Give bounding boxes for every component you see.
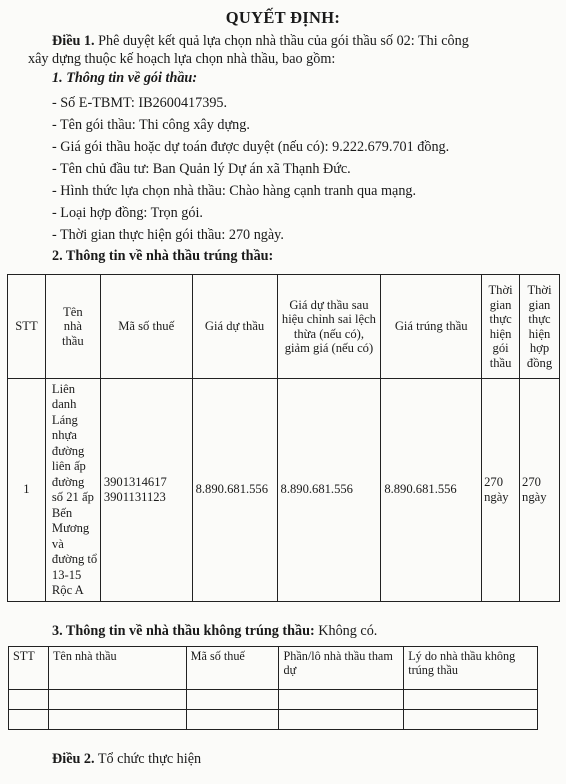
section-3-line <box>52 623 377 640</box>
header-contract-time: Thời gian thực hiện hợp đồng <box>520 275 560 379</box>
section-2-heading: 2. Thông tin về nhà thầu trúng thầu: <box>52 248 274 264</box>
section-3-value: Không có. <box>318 623 378 639</box>
header-stt: STT <box>9 647 49 690</box>
header-bid-price: Giá dự thầu <box>192 275 277 379</box>
article-2-text: Tổ chức thực hiện <box>97 751 202 767</box>
article-2-line <box>52 751 201 768</box>
table-row <box>9 690 538 710</box>
header-lot: Phần/lô nhà thầu tham dự <box>279 647 404 690</box>
header-tax-code: Mã số thuế <box>100 275 192 379</box>
header-winning-price: Giá trúng thầu <box>381 275 482 379</box>
article-2-label: Điều 2. <box>52 751 95 767</box>
cell-exec-time: 270 ngày <box>482 379 520 602</box>
header-exec-time: Thời gian thực hiện gói thầu <box>482 275 520 379</box>
table-row <box>9 710 538 730</box>
header-adjusted-price: Giá dự thầu sau hiệu chỉnh sai lệch thừa (nếu có), giảm giá (nếu có) <box>277 275 381 379</box>
cell-stt: 1 <box>8 379 46 602</box>
losing-bidder-table <box>8 646 538 730</box>
info-package-price: - Giá gói thầu hoặc dự toán được duyệt (nếu có): 9.222.679.701 đồng. <box>52 139 450 155</box>
header-stt: STT <box>8 275 46 379</box>
winning-bidder-table <box>7 274 560 602</box>
header-bidder-name: Tên nhà thầu <box>48 647 186 690</box>
header-bidder-name: Tên nhà thầu <box>45 275 100 379</box>
cell-tax-codes <box>100 379 192 602</box>
article-1-label: Điều 1. <box>52 33 95 49</box>
cell-adjusted-price: 8.890.681.556 <box>277 379 381 602</box>
info-duration: - Thời gian thực hiện gói thầu: 270 ngày. <box>52 227 284 243</box>
cell-bidder-name: Liên danh Láng nhựa đường liên ấp đường số 21 ấp Bến Mương và đường tổ 13-15 Rộc A <box>45 379 100 602</box>
section-3-heading: 3. Thông tin về nhà thầu không trúng thầu: <box>52 623 315 639</box>
cell-winning-price: 8.890.681.556 <box>381 379 482 602</box>
table-row <box>8 379 560 602</box>
header-reason: Lý do nhà thầu không trúng thầu <box>404 647 538 690</box>
info-contract-type: - Loại hợp đồng: Trọn gói. <box>52 205 203 221</box>
tax-code-1: 3901314617 <box>103 474 167 489</box>
article-1-text-1: Phê duyệt kết quả lựa chọn nhà thầu của gói thầu số 02: Thi công <box>98 33 469 49</box>
table-header-row <box>9 647 538 690</box>
info-package-name: - Tên gói thầu: Thi công xây dựng. <box>52 117 250 133</box>
info-selection-form: - Hình thức lựa chọn nhà thầu: Chào hàng cạnh tranh qua mạng. <box>52 183 417 199</box>
table-header-row <box>8 275 560 379</box>
section-1-heading: 1. Thông tin về gói thầu: <box>52 70 198 86</box>
tax-code-2: 3901131123 <box>103 490 166 504</box>
article-1-line-1 <box>52 33 469 50</box>
cell-contract-time: 270 ngày <box>520 379 560 602</box>
cell-bid-price: 8.890.681.556 <box>192 379 277 602</box>
info-investor: - Tên chủ đầu tư: Ban Quản lý Dự án xã Thạnh Đức. <box>52 161 351 177</box>
header-tax-code: Mã số thuế <box>186 647 279 690</box>
info-tbmt: - Số E-TBMT: IB2600417395. <box>52 95 228 111</box>
article-1-line-2: xây dựng thuộc kế hoạch lựa chọn nhà thầu, bao gồm: <box>28 51 336 67</box>
decision-title: QUYẾT ĐỊNH: <box>225 8 341 27</box>
